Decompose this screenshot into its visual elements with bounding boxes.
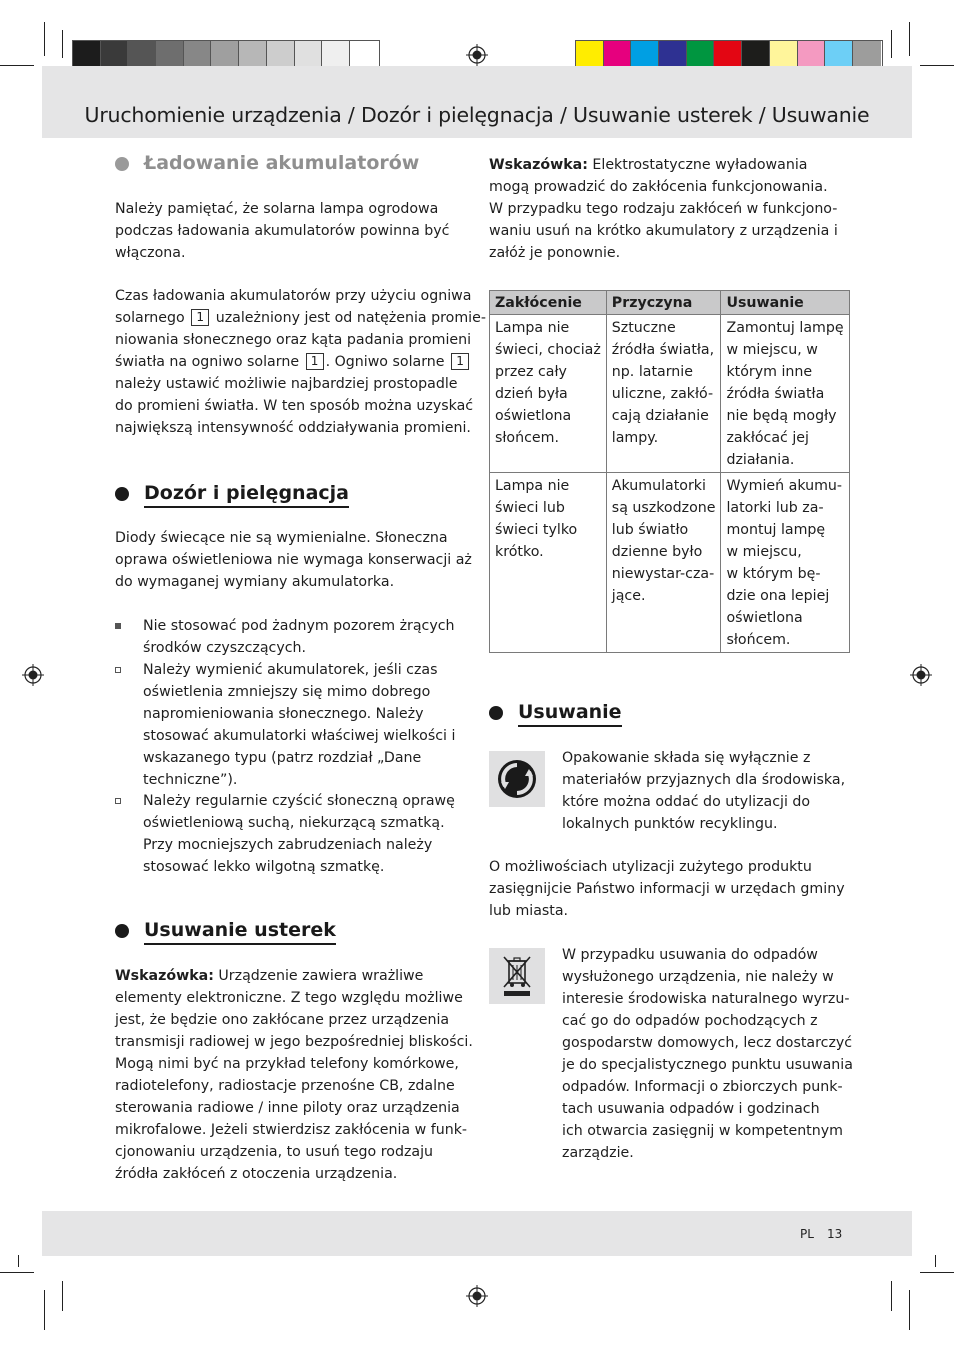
color-swatch xyxy=(239,41,267,67)
checkbox-bullet-icon xyxy=(115,798,121,804)
registration-mark-icon xyxy=(466,44,488,66)
color-swatch xyxy=(853,41,881,67)
charging-paragraph-1: Należy pamiętać, że solarna lampa ogrodowa podczas ładowania akumulatorów powinna być włączona. xyxy=(115,201,450,261)
page-number: 13 xyxy=(827,1227,843,1241)
crop-mark xyxy=(0,1272,34,1273)
crop-mark xyxy=(935,1255,936,1267)
disposal-packaging-text: Opakowanie składa się wyłącznie z materiałów przyjaznych dla środowiska, które można oddać do utylizacji do lokalnych punktów recyklingu. xyxy=(562,750,846,832)
color-swatch xyxy=(128,41,156,67)
color-swatch xyxy=(101,41,129,67)
bullet-dot-icon xyxy=(489,706,503,720)
checkbox-bullet-icon xyxy=(115,667,121,673)
crop-mark xyxy=(920,65,954,66)
disposal-device-text: W przypadku usuwania do odpadów wysłużonego urządzenia, nie należy w interesie środowiska naturalnego wyrzu- cać go do odpadów pochodzących z gospodarstw domowych, lecz dostarczyć je do specjalistycznego punktu usuwania odpadów. Informacji o zbiorczych punk- tach usuwania odpadów i godzinach ich otwarcia zasięgnij w kompetentnym zarządzie. xyxy=(562,947,853,1161)
registration-mark-icon xyxy=(466,1285,488,1307)
color-swatch xyxy=(798,41,826,67)
column-header: Usuwanie xyxy=(721,291,849,315)
color-swatch xyxy=(73,41,101,67)
bullet-dot-icon xyxy=(115,487,129,501)
table-cell: Akumulatorki są uszkodzone lub światło dzienne było niewystar-cza- jące. xyxy=(606,473,721,653)
charging-paragraph-2: Czas ładowania akumulatorów przy użyciu ogniwa solarnego 1 uzależniony jest od natężenia promie- niowania słonecznego oraz kąta padania promieni światła na ogniwo solarne 1 . Ogniwo solarne 1 należy ustawić możliwie najbardziej prostopadle do promieni światła. W ten sposób można uzyskać największą intensywność oddziaływania promieni. xyxy=(115,288,486,436)
color-swatch xyxy=(714,41,742,67)
disposal-info-text: O możliwościach utylizacji zużytego produktu zasięgnijcie Państwo informacji w urzędach gminy lub miasta. xyxy=(489,859,845,919)
table-header-row xyxy=(490,291,850,315)
color-swatch xyxy=(350,41,378,67)
registration-mark-icon xyxy=(22,664,44,686)
color-swatch xyxy=(267,41,295,67)
table-cell: Lampa nie świeci lub świeci tylko krótko. xyxy=(490,473,607,653)
page-title: Uruchomienie urządzenia / Dozór i pielęgnacja / Usuwanie usterek / Usuwanie xyxy=(84,103,870,127)
grayscale-color-bar xyxy=(72,40,380,68)
color-swatch xyxy=(687,41,715,67)
crop-mark xyxy=(920,1272,954,1273)
color-swatch xyxy=(631,41,659,67)
crop-mark xyxy=(909,1290,910,1330)
registration-mark-icon xyxy=(910,664,932,686)
color-swatch xyxy=(825,41,853,67)
header-band xyxy=(42,66,912,138)
column-header: Przyczyna xyxy=(606,291,721,315)
color-swatch xyxy=(184,41,212,67)
reference-number-badge: 1 xyxy=(191,309,209,326)
color-swatch xyxy=(295,41,323,67)
table-cell: Sztuczne źródła światła, np. latarnie uliczne, zakłó- cają działanie lampy. xyxy=(606,315,721,473)
table-row xyxy=(490,315,850,473)
table-cell: Wymień akumu- latorki lub za- montuj lampę w miejscu, w którym bę- dzie ona lepiej oświetlona słońcem. xyxy=(721,473,849,653)
troubleshooting-note: Wskazówka: Urządzenie zawiera wrażliwe elementy elektroniczne. Z tego względu możliwe jest, że będzie ono zakłócane przez urządzenia transmisji radiowej w jego bezpośredniej bliskości. Mogą nimi być na przykład telefony komórkowe, radiotelefony, radiostacje przenośne CB, zdalne sterowania radiowe / inne piloty oraz urządzenia mikrofalowe. Jeżeli stwierdzisz zakłócenia w funk- cjonowaniu urządzenia, to usuń tego rodzaju źródła zakłóceń z otoczenia urządzenia. xyxy=(115,968,473,1182)
crop-mark xyxy=(44,1290,45,1330)
footer-band xyxy=(42,1211,912,1256)
reference-number-badge: 1 xyxy=(306,353,324,370)
crop-mark xyxy=(44,22,45,56)
color-swatch xyxy=(576,41,604,67)
crossed-bin-weee-icon xyxy=(489,948,545,1004)
table-row xyxy=(490,473,850,653)
color-swatch xyxy=(156,41,184,67)
process-color-bar xyxy=(575,40,883,68)
green-dot-recycling-icon xyxy=(489,751,545,807)
color-swatch xyxy=(659,41,687,67)
table-cell: Lampa nie świeci, chociaż przez cały dzień była oświetlona słońcem. xyxy=(490,315,607,473)
color-swatch xyxy=(770,41,798,67)
color-swatch xyxy=(604,41,632,67)
square-bullet-icon xyxy=(115,623,121,629)
crop-mark xyxy=(62,30,63,58)
column-header: Zakłócenie xyxy=(490,291,607,315)
color-swatch xyxy=(742,41,770,67)
table-cell: Zamontuj lampę w miejscu, w którym inne źródła światła nie będą mogły zakłócać jej działania. xyxy=(721,315,849,473)
reference-number-badge: 1 xyxy=(451,353,469,370)
language-code: PL xyxy=(800,1227,814,1241)
bullet-dot-icon xyxy=(115,924,129,938)
crop-mark xyxy=(891,30,892,58)
bullet-dot-icon xyxy=(115,157,129,171)
care-paragraph: Diody świecące nie są wymienialne. Słoneczna oprawa oświetleniowa nie wymaga konserwacji aż do wymaganej wymiany akumulatorka. xyxy=(115,530,472,590)
color-swatch xyxy=(211,41,239,67)
troubleshooting-table xyxy=(489,290,850,653)
crop-mark xyxy=(18,1255,19,1267)
crop-mark xyxy=(62,1281,63,1311)
crop-mark xyxy=(0,65,34,66)
electrostatic-note: Wskazówka: Elektrostatyczne wyładowania mogą prowadzić do zakłócenia funkcjonowania. W przypadku tego rodzaju zakłóceń w funkcjono- waniu usuń na krótko akumulatory z urządzenia i załóż je ponownie. xyxy=(489,157,838,261)
crop-mark xyxy=(909,22,910,56)
color-swatch xyxy=(322,41,350,67)
crop-mark xyxy=(891,1281,892,1311)
